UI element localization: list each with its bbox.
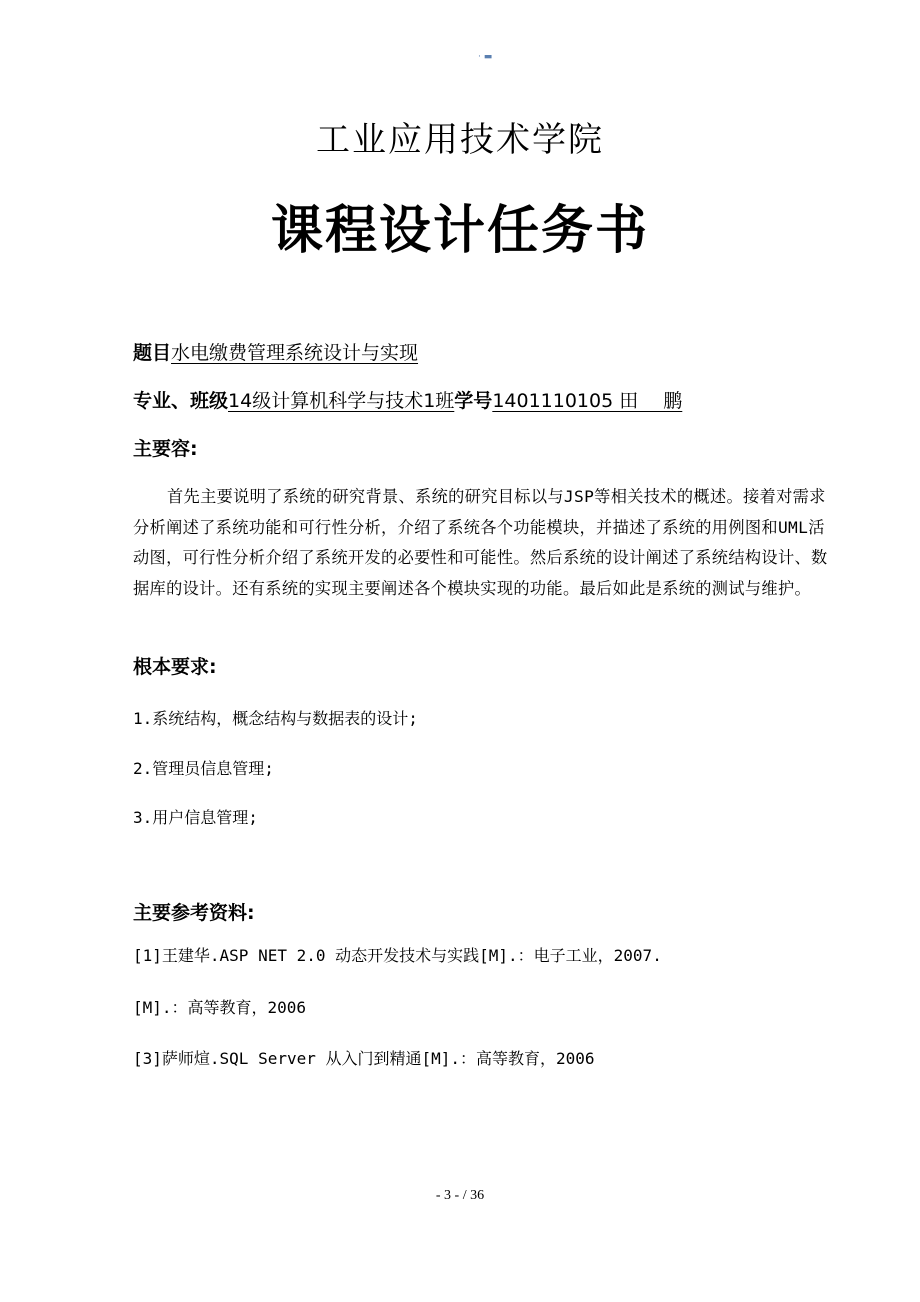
topic-label: 题目	[133, 342, 172, 364]
requirement-item: 2.管理员信息管理;	[133, 759, 274, 778]
institution-name: 工业应用技术学院	[316, 120, 604, 160]
references-heading: 主要参考资料:	[133, 902, 255, 924]
page-number: - 3 - / 36	[435, 1188, 485, 1203]
topic-row	[133, 338, 418, 365]
document-title: 课程设计任务书	[270, 201, 649, 261]
reference-item: [M].：高等教育，2006	[133, 998, 307, 1017]
major-label: 专业、班级	[133, 390, 229, 412]
main-content-paragraph: 首先主要说明了系统的研究背景、系统的研究目标以与JSP等相关技术的概述。接着对需求分析阐述了系统功能和可行性分析，介绍了系统各个功能模块，并描述了系统的用例图和UML活动图，可行性分析介绍了系统开发的必要性和可能性。然后系统的设计阐述了系统结构设计、数据库的设计。还有系统的实现主要阐述各个模块实现的功能。最后如此是系统的测试与维护。	[133, 487, 828, 598]
student-id-label: 学号	[454, 390, 493, 412]
header-mark: · ▬	[478, 52, 493, 62]
requirements-heading: 根本要求:	[133, 656, 217, 678]
student-id-value: 1401110105 田 鹏	[492, 390, 683, 412]
requirement-item: 3.用户信息管理;	[133, 808, 258, 827]
major-row	[133, 386, 682, 413]
reference-item: [3]萨师煊.SQL Server 从入门到精通[M].：高等教育，2006	[133, 1049, 595, 1068]
requirement-item: 1.系统结构，概念结构与数据表的设计;	[133, 709, 418, 728]
topic-value: 水电缴费管理系统设计与实现	[171, 342, 419, 364]
main-content-heading: 主要容:	[133, 438, 198, 460]
major-value: 14级计算机科学与技术1班	[228, 390, 455, 412]
reference-item: [1]王建华.ASP NET 2.0 动态开发技术与实践[M].：电子工业，2007.	[133, 946, 662, 965]
